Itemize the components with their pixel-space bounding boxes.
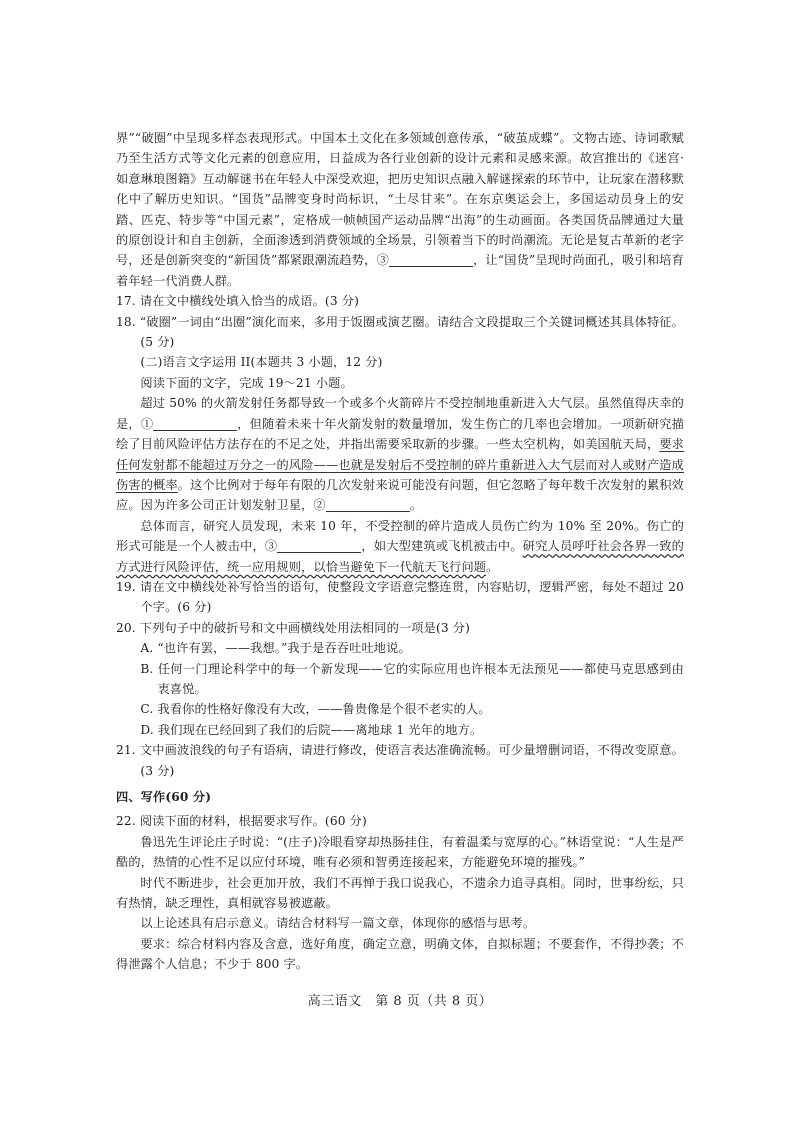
exam-page	[116, 128, 684, 975]
material-1: 鲁迅先生评论庄子时说：“(庄子)冷眼看穿却热肠挂住，有着温柔与宽厚的心。”林语堂说：“人生是严酷的，热情的心性不足以应付环境，唯有必须和智勇连接起来，方能避免环境的摧残。”	[116, 834, 684, 870]
question-19: 19. 请在文中横线处补写恰当的语句，使整段文字语意完整连贯，内容贴切，逻辑严密，每处不超过 20 个字。(6 分)	[116, 579, 684, 615]
passage2-text: 。这个比例对于每年有限的几次发射来说可能没有问题，但它忽略了每年数千次发射的累积效应。因为许多公司正计划发射卫星，②	[116, 477, 685, 513]
material-2: 时代不断进步，社会更加开放，我们不再惮于我口说我心，不遗余力追寻真相。同时，世事纷纭，只有热情，缺乏理性，真相就容易被遮蔽。	[116, 875, 684, 911]
blank-3b	[277, 538, 361, 553]
page-footer: 高三语文 第 8 页（共 8 页）	[307, 994, 493, 1009]
blank-1	[153, 416, 237, 431]
passage2-text: 超过 50% 的火箭发射任务都导致一个或多个火箭碎片不受控制地重新进入大气层。虽然值得庆幸的是，①	[116, 396, 684, 431]
option-c: C. 我看你的性格好像没有大改，——鲁贵像是个很不老实的人。	[140, 702, 491, 717]
section-4-title: 四、写作(60 分)	[116, 790, 212, 804]
option-a: A. “也许有罢，——我想。”我于是吞吞吐吐地说。	[140, 641, 411, 656]
passage2-text: 总体而言，研究人员发现，未来 10 年，不受控制的碎片造成人员伤亡约为 10% 至 20%。伤亡的形式可能是一个人被击中，③	[116, 518, 684, 554]
passage2-text: ，但随着未来十年火箭发射的数量增加，发生伤亡的几率也会增加。一项新研究描绘了目前风险评估方法存在的不足之处，并指出需要采取新的步骤。一些太空机构，如美国航天局，	[116, 416, 684, 452]
underlined-sentence: 要求任何发射都不能超过万分之一的风险——也就是发射后不受控制的碎片重新进入大气层而对人或财产造成伤害的概率	[116, 437, 684, 492]
blank-3	[389, 252, 473, 267]
option-b: B. 任何一门理论科学中的每一个新发现——它的实际应用也许根本无法预见——都使马克思感到由衷喜悦。	[140, 661, 684, 696]
question-21: 21. 文中画波浪线的句子有语病，请进行修改，使语言表达准确流畅。可少量增删词语，不得改变原意。(3 分)	[116, 743, 684, 778]
instruction: 阅读下面的文字，完成 19～21 小题。	[140, 375, 353, 390]
passage1-text-end: ，让“国货”呈现时尚面孔，吸引和培育着年轻一代消费人群。	[116, 253, 684, 288]
passage2-text: 。	[486, 559, 499, 574]
wavy-underlined-sentence: 研究人员呼吁社会各界一致的方式进行风险评估，统一应用规则，以恰当避免下一代航天飞行问题	[116, 539, 685, 574]
question-22: 22. 阅读下面的材料，根据要求写作。(60 分)	[116, 814, 367, 829]
material-3: 以上论述具有启示意义。请结合材料写一篇文章，体现你的感悟与思考。	[140, 916, 536, 931]
question-17: 17. 请在文中横线处填入恰当的成语。(3 分)	[116, 294, 359, 309]
section-2-title: (二)语言文字运用 II(本题共 3 小题，12 分)	[140, 355, 383, 370]
passage1	[116, 128, 684, 291]
writing-requirements: 要求：综合材料内容及含意，选好角度，确定立意，明确文体，自拟标题；不要套作，不得抄袭；不得泄露个人信息；不少于 800 字。	[116, 936, 684, 972]
passage2-text: 。	[409, 498, 423, 513]
passage2-paragraph-2	[116, 516, 684, 577]
blank-2	[326, 497, 410, 512]
passage2-text: ，如大型建筑或飞机被击中。	[361, 539, 523, 554]
question-18: 18. “破圈”一词由“出圈”演化而来，多用于饭圈或演艺圈。请结合文段提取三个关键词概述其具体特征。(5 分)	[116, 314, 684, 350]
question-20: 20. 下列句子中的破折号和文中画横线处用法相同的一项是(3 分)	[116, 620, 471, 635]
option-d: D. 我们现在已经回到了我们的后院——离地球 1 光年的地方。	[140, 722, 483, 737]
passage1-text: 界”“破圈”中呈现多样态表现形式。中国本土文化在多领域创意传承，“破茧成蝶”。文物古迹、诗词歌赋乃至生活方式等文化元素的创意应用，日益成为各行业创新的设计元素和灵感来源。故宫推出的《迷宫·如意琳琅图籍》互动解谜书在年轻人中深受欢迎，把历史知识点融入解谜探索的环节中，让玩家在潜移默化中了解历史知识。“国货”品牌变身时尚标识，“土尽甘来”。在东京奥运会上，多国运动员身上的安踏、匹克、特步等“中国元素”，定格成一帧帧国产运动品牌“出海”的生动画面。各类国货品牌通过大量的原创设计和自主创新，全面渗透到消费领域的全场景，引领着当下的时尚潮流。无论是复古革新的老字号，还是创新突变的“新国货”都紧跟潮流趋势，③	[116, 131, 684, 268]
passage2-paragraph-1	[116, 393, 684, 515]
